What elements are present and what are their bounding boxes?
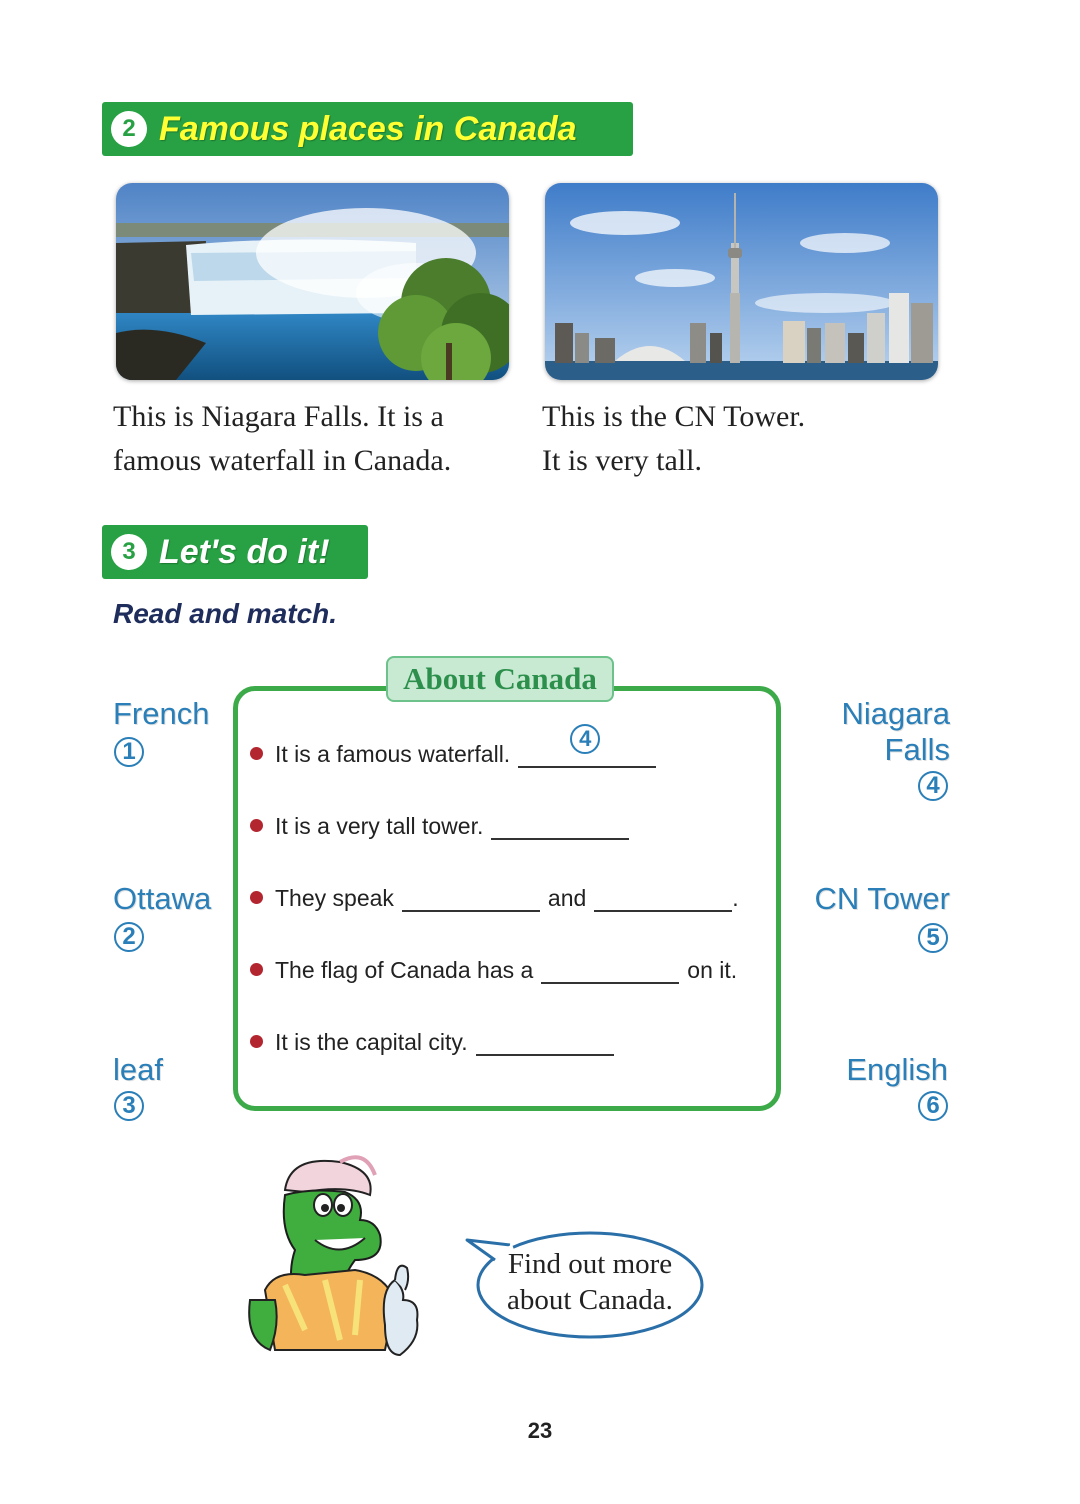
word-french: French xyxy=(113,696,210,731)
bullet-dot xyxy=(250,891,263,904)
cn-tower-caption xyxy=(542,395,805,483)
word-ottawa: Ottawa xyxy=(113,881,212,916)
caption-line: This is Niagara Falls. It is a xyxy=(113,400,444,433)
word-niagara-falls xyxy=(841,696,950,768)
word-leaf: leaf xyxy=(113,1052,163,1087)
bullet-dot xyxy=(250,1035,263,1048)
section-title: Famous places in Canada xyxy=(159,109,577,148)
statement-languages xyxy=(250,884,739,912)
number-2: 2 xyxy=(114,922,144,952)
number-3: 3 xyxy=(114,1091,144,1121)
bullet-dot xyxy=(250,747,263,760)
statement-waterfall xyxy=(250,726,664,768)
statement-text: It is a very tall tower. xyxy=(275,813,484,839)
bubble-line: Find out more xyxy=(507,1248,673,1280)
instruction-text: Read and match. xyxy=(113,598,338,629)
statement-text: and xyxy=(547,885,587,911)
section-banner-lets-do-it xyxy=(102,525,368,579)
statement-tower xyxy=(250,812,637,840)
about-canada-title: About Canada xyxy=(386,656,614,702)
statement-flag xyxy=(250,956,737,984)
niagara-caption xyxy=(113,395,451,483)
niagara-falls-photo xyxy=(116,183,509,380)
word-cn-tower: CN Tower xyxy=(814,881,950,916)
statement-text: on it. xyxy=(687,957,738,983)
answer-blank[interactable] xyxy=(491,812,629,840)
statement-text: It is a famous waterfall. xyxy=(275,741,511,767)
number-1: 1 xyxy=(114,737,144,767)
word-english: English xyxy=(846,1052,948,1087)
answer-blank[interactable] xyxy=(518,726,656,768)
number-6: 6 xyxy=(918,1091,948,1121)
number-5: 5 xyxy=(918,923,948,953)
page-number: 23 xyxy=(527,1418,553,1443)
section-title: Let's do it! xyxy=(159,532,330,571)
statement-capital xyxy=(250,1028,622,1056)
cn-tower-photo xyxy=(545,183,938,380)
statement-text: . xyxy=(732,885,739,911)
dinosaur-mascot-illustration xyxy=(245,1150,435,1370)
caption-line: This is the CN Tower. xyxy=(542,400,806,433)
speech-bubble-text xyxy=(485,1246,695,1318)
section-number: 3 xyxy=(111,534,147,570)
answer-number: 4 xyxy=(570,724,600,754)
answer-blank[interactable] xyxy=(476,1028,614,1056)
word-line: Niagara xyxy=(841,696,950,731)
bubble-line: about Canada. xyxy=(507,1284,673,1316)
caption-line: It is very tall. xyxy=(542,444,702,477)
answer-blank[interactable] xyxy=(541,956,679,984)
caption-line: famous waterfall in Canada. xyxy=(113,444,452,477)
number-4: 4 xyxy=(918,771,948,801)
bullet-dot xyxy=(250,963,263,976)
statement-text: The flag of Canada has a xyxy=(275,957,534,983)
section-number: 2 xyxy=(111,111,147,147)
answer-blank[interactable] xyxy=(594,884,732,912)
section-banner-famous-places xyxy=(102,102,633,156)
statement-text: It is the capital city. xyxy=(275,1029,468,1055)
statement-text: They speak xyxy=(275,885,394,911)
word-line: Falls xyxy=(884,732,950,767)
bullet-dot xyxy=(250,819,263,832)
answer-blank[interactable] xyxy=(402,884,540,912)
